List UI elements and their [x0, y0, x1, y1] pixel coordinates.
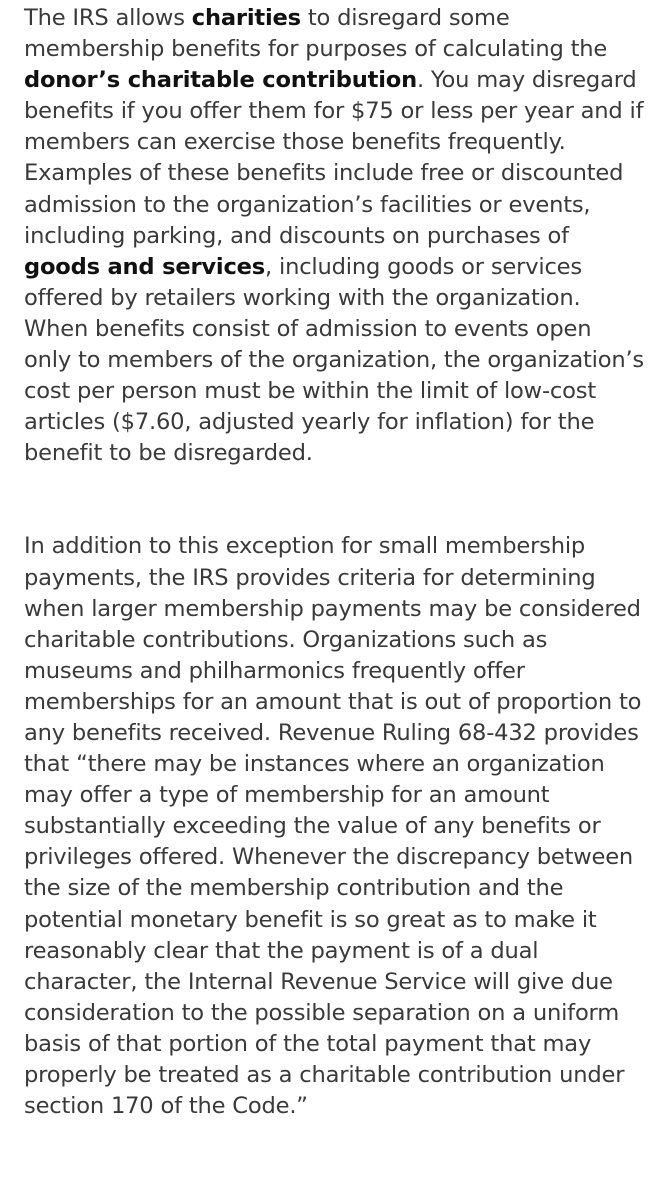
- article-body: [24, 3, 644, 1122]
- charities-link[interactable]: charities: [191, 5, 301, 31]
- paragraph-2: In addition to this exception for small membership payments, the IRS provides criteria for determining when larger membership payments may be considered charitable contributions. Organizations such as museums and philharmonics frequently offer memberships for an amount that is out of proportion to any benefits received. Revenue Ruling 68-432 provides that “there may be instances where an organization may offer a type of membership for an amount substantially exceeding the value of any benefits or privileges offered. Whenever the discrepancy between the size of the membership contribution and the potential monetary benefit is so great as to make it reasonably clear that the payment is of a dual character, the Internal Revenue Service will give due consideration to the possible separation on a uniform basis of that portion of the total payment that may properly be treated as a charitable contribution under section 170 of the Code.”: [24, 533, 642, 1120]
- paragraph-1-text-2: to disregard some membership benefits for purposes of calculating the: [24, 5, 608, 63]
- paragraph-1-text-1: The IRS allows: [24, 5, 192, 31]
- paragraph-1: [24, 3, 644, 469]
- paragraph-1-text-3: . You may disregard benefits if you offer them for $75 or less per year and if members can exercise those benefits frequently. Examples of these benefits include free or discounted admission to the organization’s facilities or events, including parking, and discounts on purchases of: [24, 67, 644, 249]
- donors-charitable-contribution-link[interactable]: donor’s charitable contribution: [24, 67, 417, 94]
- goods-and-services-link[interactable]: goods and services: [24, 253, 266, 280]
- paragraph-1-text-4: , including goods or services offered by retailers working with the organization. When benefits consist of admission to events open only to members of the organization, the organization’s cost per person must be within the limit of low-cost articles ($7.60, adjusted yearly for inflation) for the benefit to be disregarded.: [24, 253, 645, 467]
